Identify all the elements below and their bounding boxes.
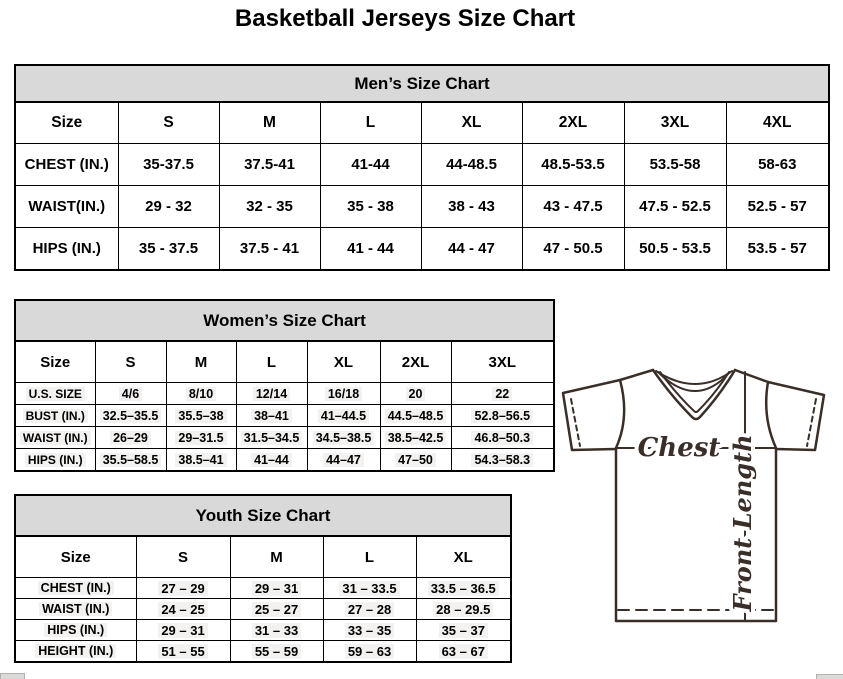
column-header: 2XL — [380, 341, 451, 383]
size-value-cell: 38.5–41 — [166, 449, 236, 472]
size-value-cell: 54.3–58.3 — [451, 449, 554, 472]
row-label: U.S. SIZE — [15, 383, 95, 405]
size-value-cell: 44-48.5 — [421, 144, 522, 186]
table-row — [15, 405, 554, 427]
mens-size-chart-table — [14, 64, 828, 271]
table-title: Women’s Size Chart — [15, 300, 554, 341]
size-value-cell: 37.5 - 41 — [219, 228, 320, 271]
column-header: M — [230, 536, 323, 578]
size-value-cell: 48.5-53.5 — [522, 144, 624, 186]
size-value-cell: 12/14 — [236, 383, 307, 405]
size-value-cell: 31.5–34.5 — [236, 427, 307, 449]
table-row — [15, 599, 511, 620]
row-label: WAIST (IN.) — [15, 427, 95, 449]
size-value-cell: 47 - 50.5 — [522, 228, 624, 271]
column-header: M — [219, 102, 320, 144]
size-value-cell: 22 — [451, 383, 554, 405]
column-header: XL — [307, 341, 380, 383]
size-value-cell: 35 – 37 — [416, 620, 511, 641]
column-header: L — [236, 341, 307, 383]
size-value-cell: 47–50 — [380, 449, 451, 472]
row-label: WAIST (IN.) — [15, 599, 136, 620]
size-value-cell: 33.5 – 36.5 — [416, 578, 511, 599]
size-value-cell: 28 – 29.5 — [416, 599, 511, 620]
chest-label: Chest — [637, 433, 721, 463]
table-title: Youth Size Chart — [15, 495, 511, 536]
jersey-left-sleeve — [563, 380, 620, 450]
size-value-cell: 35.5–58.5 — [95, 449, 166, 472]
table-row — [15, 383, 554, 405]
front-length-label: Front Length — [728, 434, 757, 612]
table-title: Men’s Size Chart — [15, 65, 829, 102]
row-label: BUST (IN.) — [15, 405, 95, 427]
column-header: S — [136, 536, 230, 578]
size-value-cell: 24 – 25 — [136, 599, 230, 620]
column-header: 3XL — [451, 341, 554, 383]
table-row — [15, 144, 829, 186]
size-value-cell: 27 – 29 — [136, 578, 230, 599]
size-value-cell: 16/18 — [307, 383, 380, 405]
column-header: M — [166, 341, 236, 383]
size-value-cell: 26–29 — [95, 427, 166, 449]
size-value-cell: 53.5-58 — [624, 144, 726, 186]
jersey-right-sleeve — [768, 382, 824, 450]
size-value-cell: 31 – 33.5 — [323, 578, 416, 599]
size-value-cell: 43 - 47.5 — [522, 186, 624, 228]
size-value-cell: 46.8–50.3 — [451, 427, 554, 449]
size-value-cell: 41–44 — [236, 449, 307, 472]
column-header: L — [323, 536, 416, 578]
table-row — [15, 427, 554, 449]
row-label: HIPS (IN.) — [15, 449, 95, 472]
size-value-cell: 58-63 — [726, 144, 829, 186]
size-value-cell: 37.5-41 — [219, 144, 320, 186]
column-header: S — [118, 102, 219, 144]
size-value-cell: 27 – 28 — [323, 599, 416, 620]
size-value-cell: 29 - 32 — [118, 186, 219, 228]
size-value-cell: 50.5 - 53.5 — [624, 228, 726, 271]
size-value-cell: 8/10 — [166, 383, 236, 405]
size-value-cell: 35.5–38 — [166, 405, 236, 427]
column-header: Size — [15, 536, 136, 578]
column-header: 4XL — [726, 102, 829, 144]
size-value-cell: 63 – 67 — [416, 641, 511, 663]
row-label: WAIST(IN.) — [15, 186, 118, 228]
size-value-cell: 38.5–42.5 — [380, 427, 451, 449]
table-row — [15, 641, 511, 663]
column-header: 2XL — [522, 102, 624, 144]
size-value-cell: 41-44 — [320, 144, 421, 186]
table-row — [15, 620, 511, 641]
column-header: S — [95, 341, 166, 383]
womens-size-chart-table — [14, 299, 553, 472]
size-value-cell: 29 – 31 — [136, 620, 230, 641]
size-value-cell: 25 – 27 — [230, 599, 323, 620]
size-value-cell: 38–41 — [236, 405, 307, 427]
size-value-cell: 52.5 - 57 — [726, 186, 829, 228]
size-value-cell: 47.5 - 52.5 — [624, 186, 726, 228]
table-row — [15, 228, 829, 271]
size-value-cell: 29–31.5 — [166, 427, 236, 449]
row-label: CHEST (IN.) — [15, 144, 118, 186]
size-value-cell: 33 – 35 — [323, 620, 416, 641]
size-value-cell: 44 - 47 — [421, 228, 522, 271]
column-header: XL — [421, 102, 522, 144]
jersey-right-cuff-dashes — [807, 399, 816, 446]
table-row — [15, 186, 829, 228]
horizontal-scrollbar-fragment-left[interactable] — [0, 673, 25, 679]
size-value-cell: 20 — [380, 383, 451, 405]
size-value-cell: 51 – 55 — [136, 641, 230, 663]
size-value-cell: 55 – 59 — [230, 641, 323, 663]
size-value-cell: 35 - 37.5 — [118, 228, 219, 271]
size-value-cell: 34.5–38.5 — [307, 427, 380, 449]
size-value-cell: 38 - 43 — [421, 186, 522, 228]
jersey-left-cuff-dashes — [571, 399, 580, 446]
size-value-cell: 41–44.5 — [307, 405, 380, 427]
column-header: Size — [15, 102, 118, 144]
youth-size-chart-table — [14, 494, 510, 663]
column-header: XL — [416, 536, 511, 578]
page-title: Basketball Jerseys Size Chart — [234, 5, 576, 32]
row-label: HIPS (IN.) — [15, 620, 136, 641]
jersey-collar-rib-2 — [658, 372, 730, 391]
size-value-cell: 35-37.5 — [118, 144, 219, 186]
size-value-cell: 29 – 31 — [230, 578, 323, 599]
size-value-cell: 32 - 35 — [219, 186, 320, 228]
size-value-cell: 4/6 — [95, 383, 166, 405]
size-value-cell: 41 - 44 — [320, 228, 421, 271]
size-value-cell: 44.5–48.5 — [380, 405, 451, 427]
size-value-cell: 53.5 - 57 — [726, 228, 829, 271]
row-label: CHEST (IN.) — [15, 578, 136, 599]
jersey-measurement-diagram — [552, 355, 843, 640]
table-row — [15, 449, 554, 472]
row-label: HIPS (IN.) — [15, 228, 118, 271]
column-header: Size — [15, 341, 95, 383]
size-value-cell: 59 – 63 — [323, 641, 416, 663]
size-value-cell: 31 – 33 — [230, 620, 323, 641]
table-row — [15, 578, 511, 599]
horizontal-scrollbar-fragment-right[interactable] — [816, 674, 843, 679]
size-value-cell: 52.8–56.5 — [451, 405, 554, 427]
size-value-cell: 44–47 — [307, 449, 380, 472]
column-header: L — [320, 102, 421, 144]
column-header: 3XL — [624, 102, 726, 144]
size-value-cell: 32.5–35.5 — [95, 405, 166, 427]
row-label: HEIGHT (IN.) — [15, 641, 136, 663]
size-value-cell: 35 - 38 — [320, 186, 421, 228]
